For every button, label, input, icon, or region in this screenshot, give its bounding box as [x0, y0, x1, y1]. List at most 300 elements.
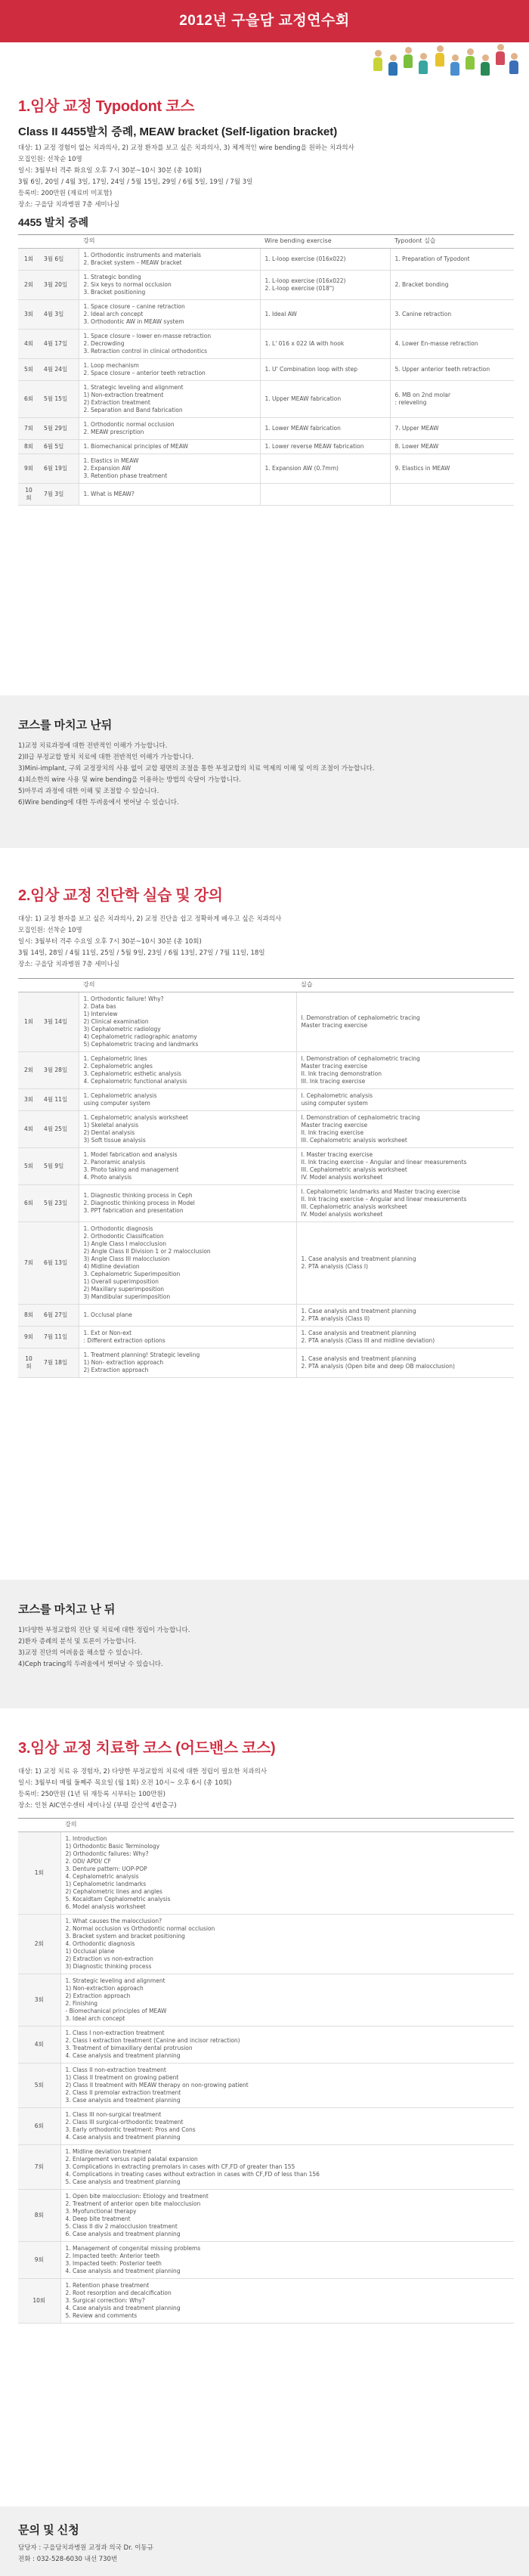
cell-line: 1) Interview — [83, 1010, 118, 1017]
cell-line: 4. Cephalometric functional analysis — [83, 1077, 187, 1085]
table-cell — [296, 1326, 514, 1348]
cell-line: 3. Bracket positioning — [83, 288, 146, 296]
table-row — [18, 992, 514, 1051]
course1-subtitle: Class II 4455발치 증례, MEAW bracket (Self-ligation bracket) — [18, 125, 338, 138]
cell-line: 3. Cephalometric Superimposition — [83, 1270, 181, 1277]
course1-outcomes-title: 코스를 마치고 난뒤 — [18, 719, 113, 732]
cell-line: 2) Extraction treatment — [83, 398, 150, 406]
table-row — [18, 2241, 514, 2278]
table-cell — [390, 329, 514, 358]
cell-line: 3. Surgical correction: Why? — [65, 2296, 145, 2304]
table-row — [18, 1974, 514, 2026]
table-cell: 8회 — [18, 2189, 60, 2241]
table-cell: 5월 9일 — [39, 1147, 79, 1184]
cell-line: 2. Orthodontic Classification — [83, 1232, 164, 1240]
cell-line: 3. Treatment of bimaxillary dental protrusion — [65, 2044, 193, 2051]
cell-line: 1. U' Combination loop with step — [264, 365, 357, 373]
info-line: 장소: 구을담 치과병원 7층 세미나실 — [18, 961, 120, 968]
table-row — [18, 1147, 514, 1184]
table-header: 강의 — [60, 1819, 514, 1832]
table-cell: 1회 — [18, 248, 39, 270]
table-cell: 3회 — [18, 1088, 39, 1110]
table-row — [18, 417, 514, 439]
cell-line: I. Cephalometric landmarks and Master tracing exercise — [301, 1187, 460, 1195]
table-row — [18, 1304, 514, 1326]
cell-line: 1. Model fabrication and analysis — [83, 1150, 178, 1158]
table-cell: 3월 14일 — [39, 992, 79, 1051]
cell-line: 2) Clinical examination — [83, 1017, 149, 1025]
table-row — [18, 439, 514, 454]
table-cell — [60, 2278, 514, 2323]
table-cell: 10회 — [18, 1348, 39, 1377]
cell-line: Master tracing exercise — [301, 1121, 368, 1129]
cell-line: 1. Loop mechanism — [83, 361, 139, 369]
info-line: 모집인원: 선착순 10명 — [18, 927, 82, 934]
cell-line: 2. Finishing — [65, 1999, 97, 2007]
cell-line: 3) Angle Class III malocclusion — [83, 1255, 170, 1262]
cell-line: - Biomechanical principles of MEAW — [65, 2007, 167, 2014]
cell-line: 2. MEAW prescription — [83, 428, 144, 435]
cell-line: 1. Space closure – lower en-masse retraction — [83, 332, 212, 339]
cell-line: 1) Non-extraction treatment — [83, 391, 164, 398]
table-cell — [296, 1147, 514, 1184]
course1-section — [0, 97, 529, 506]
cell-line: 2. Root resorption and decalcification — [65, 2289, 172, 2296]
cell-line: 2. L-loop exercise (018") — [264, 284, 335, 292]
table-cell — [60, 2241, 514, 2278]
cell-line: : releveling — [394, 398, 427, 406]
table-cell: 7월 3일 — [39, 483, 79, 505]
table-cell — [79, 439, 260, 454]
cell-line: 2) Maxillary superimposition — [83, 1285, 165, 1293]
cell-line: 3. Bracket system and bracket positioning — [65, 1932, 185, 1940]
table-cell: 9회 — [18, 2241, 60, 2278]
cell-line: 5. Class II div 2 malocclusion treatment — [65, 2222, 178, 2230]
table-row — [18, 329, 514, 358]
table-cell — [390, 270, 514, 299]
table-row — [18, 380, 514, 417]
cell-line: 1. Treatment planning! Strategic leveling — [83, 1351, 200, 1358]
table-cell: 6월 19일 — [39, 454, 79, 483]
cell-line: 4. Complications in treating cases without extraction in cases with CF,FD of less than 156 — [65, 2170, 320, 2178]
cell-line: 6. Case analysis and treatment planning — [65, 2230, 181, 2237]
table-cell: 4월 25일 — [39, 1110, 79, 1147]
cell-line: 2. Class I extraction treatment (Canine and incisor retraction) — [65, 2036, 240, 2044]
table-cell — [260, 439, 390, 454]
cell-line: 5. Case analysis and treatment planning — [65, 2178, 181, 2185]
table-cell — [79, 417, 260, 439]
cell-line: 3. Case analysis and treatment planning — [65, 2096, 181, 2104]
cell-line: 1. Biomechanical principles of MEAW — [83, 442, 188, 450]
cell-line: 1. Orthodontic failure! Why? — [83, 995, 164, 1002]
cell-line: 2) Cephalometric lines and angles — [65, 1887, 162, 1895]
table-row — [18, 1221, 514, 1304]
cell-line: 3) Soft tissue analysis — [83, 1136, 146, 1144]
cell-line: 1. Upper MEAW fabrication — [264, 395, 342, 402]
table-cell: 1회 — [18, 1831, 60, 1914]
cell-line: 2) Class II treatment with MEAW therapy on non-growing patient — [65, 2081, 249, 2088]
cell-line: 1) Non-extraction approach — [65, 1984, 144, 1992]
table-cell: 2회 — [18, 1051, 39, 1088]
cell-line: 4. Lower En-masse retraction — [394, 339, 478, 347]
cell-line: 1. Class I non-extraction treatment — [65, 2029, 165, 2036]
outcome-item: 1)다양한 부정교합의 진단 및 치료에 대한 정립이 가능합니다. — [18, 1627, 190, 1635]
table-cell — [60, 2107, 514, 2144]
course1-outcomes-panel — [0, 695, 529, 848]
table-cell — [260, 380, 390, 417]
cell-line: I. Demonstration of cephalometric tracing — [301, 1113, 420, 1121]
outcome-item: 5)마무리 과정에 대한 이해 및 조절할 수 있습니다. — [18, 788, 159, 796]
cell-line: 2. Enlargement versus rapid palatal expansion — [65, 2155, 198, 2163]
info-line: 대상: 1) 교정 경험이 없는 치과의사, 2) 교정 환자를 보고 싶은 치과의사, 3) 체계적인 wire bending을 원하는 치과의사 — [18, 144, 354, 153]
table-cell: 10회 — [18, 483, 39, 505]
info-line: 3월 14일, 28일 / 4월 11일, 25일 / 5월 9일, 23일 / 6월 13일, 27일 / 7월 11일, 18일 — [18, 949, 265, 957]
cell-line: 2. Impacted teeth: Anterior teeth — [65, 2252, 160, 2259]
table-cell: 9회 — [18, 454, 39, 483]
info-line: 모집인원: 선착순 10명 — [18, 156, 82, 164]
cell-line: 1. Strategic leveling and alignment — [83, 383, 184, 391]
table-cell: 4회 — [18, 1110, 39, 1147]
table-cell — [296, 1110, 514, 1147]
table-cell: 4월 17일 — [39, 329, 79, 358]
table-row — [18, 1914, 514, 1974]
table-cell — [296, 1184, 514, 1221]
cell-line: 1) Class II treatment on growing patient — [65, 2073, 179, 2081]
cell-line: 6. Model analysis worksheet — [65, 1903, 146, 1910]
cell-line: 2) Angle Class II Division 1 or 2 malocclusion — [83, 1247, 211, 1255]
table-cell: 4회 — [18, 329, 39, 358]
table-cell — [79, 299, 260, 329]
cell-line: 2) Extraction approach — [83, 1366, 149, 1373]
course3-schedule-table — [18, 1818, 514, 2324]
cell-line: 3. Early orthodontic treatment: Pros and Cons — [65, 2126, 196, 2133]
cell-line: 1. Midline deviation treatment — [65, 2147, 152, 2155]
cell-line: 2. PTA analysis (Class III and midline deviation) — [301, 1336, 435, 1344]
table-cell — [260, 417, 390, 439]
table-cell: 5월 15일 — [39, 380, 79, 417]
cell-line: 7. Upper MEAW — [394, 424, 439, 432]
cell-line: 2. Ideal arch concept — [83, 310, 144, 317]
table-cell — [390, 454, 514, 483]
cell-line: III. Cephalometric analysis worksheet — [301, 1136, 407, 1144]
table-cell — [390, 299, 514, 329]
cell-line: using computer system — [301, 1099, 368, 1107]
table-cell — [79, 380, 260, 417]
cell-line: 1) Skeletal analysis — [83, 1121, 139, 1129]
course2-schedule-table — [18, 978, 514, 1378]
cell-line: IV. Model analysis worksheet — [301, 1210, 383, 1218]
table-header: 강의 — [79, 235, 260, 249]
cell-line: III. Cephalometric analysis worksheet — [301, 1203, 407, 1210]
table-row — [18, 483, 514, 505]
contact-line: 전화 : 032-528-6030 내선 730번 — [18, 2556, 118, 2564]
outcome-item: 4)최소한의 wire 사용 및 wire bending을 이용하는 방법의 숙달이 가능합니다. — [18, 776, 241, 785]
cell-line: 9. Elastics in MEAW — [394, 464, 450, 472]
cell-line: 5. Kocaldtam Cephalometric analysis — [65, 1895, 171, 1903]
table-cell — [390, 483, 514, 505]
cell-line: 4. Case analysis and treatment planning — [65, 2304, 181, 2311]
table-cell — [296, 1051, 514, 1088]
table-cell — [296, 1348, 514, 1377]
cell-line: 1) Overall superimposition — [83, 1277, 159, 1285]
table-cell: 6월 5일 — [39, 439, 79, 454]
table-row — [18, 1348, 514, 1377]
table-cell — [60, 1974, 514, 2026]
table-cell — [79, 358, 260, 380]
cell-line: 5. Upper anterior teeth retraction — [394, 365, 490, 373]
cell-line: 4. Deep bite treatment — [65, 2215, 131, 2222]
table-row — [18, 2107, 514, 2144]
course3-info — [18, 1766, 514, 1812]
table-cell — [79, 248, 260, 270]
cell-line: 2. PTA analysis (Class I) — [301, 1262, 369, 1270]
table-cell: 2회 — [18, 270, 39, 299]
cell-line: II. Ink tracing exercise — [301, 1129, 364, 1136]
table-cell: 3월 6일 — [39, 248, 79, 270]
cell-line: 1. L-loop exercise (016x022) — [264, 277, 346, 284]
table-cell — [60, 1914, 514, 1974]
table-row — [18, 1110, 514, 1147]
table-cell: 3회 — [18, 1974, 60, 2026]
cell-line: 1. Open bite malocclusion: Etiology and treatment — [65, 2192, 209, 2200]
table-cell: 10회 — [18, 2278, 60, 2323]
cell-line: 6. MB on 2nd molar — [394, 391, 451, 398]
table-cell: 3월 28일 — [39, 1051, 79, 1088]
table-cell — [79, 483, 260, 505]
cell-line: 1) Orthodontic Basic Terminology — [65, 1842, 160, 1850]
cell-line: 4. Cephalometric analysis — [65, 1872, 139, 1880]
cell-line: 4) Cephalometric radiographic anatomy — [83, 1033, 197, 1040]
cell-line: 2. Cephalometric angles — [83, 1062, 153, 1070]
table-row — [18, 1051, 514, 1088]
cell-line: 2) Extraction vs non-extraction — [65, 1955, 153, 1962]
table-row — [18, 1831, 514, 1914]
table-cell — [79, 1051, 296, 1088]
info-line: 일시: 3월부터 격주 수요일 오후 7시 30분~10시 30분 (총 10회) — [18, 938, 202, 946]
cell-line: 3. Myofunctional therapy — [65, 2207, 137, 2215]
table-cell: 4월 3일 — [39, 299, 79, 329]
cell-line: 1) Occlusal plane — [65, 1947, 115, 1955]
cell-line: 3. Impacted teeth: Posterior teeth — [65, 2259, 162, 2267]
table-cell: 7회 — [18, 2144, 60, 2189]
table-cell: 3월 20일 — [39, 270, 79, 299]
table-row — [18, 1184, 514, 1221]
cell-line: 3. Cephalometric esthetic analysis — [83, 1070, 181, 1077]
table-row — [18, 2063, 514, 2107]
cell-line: 2. Decrowding — [83, 339, 125, 347]
cell-line: 1. Lower reverse MEAW fabrication — [264, 442, 364, 450]
table-cell — [390, 439, 514, 454]
cell-line: 2) Dental analysis — [83, 1129, 135, 1136]
table-row — [18, 1088, 514, 1110]
table-cell — [260, 329, 390, 358]
contact-panel — [0, 2506, 529, 2576]
table-cell — [79, 1304, 296, 1326]
table-cell — [296, 1088, 514, 1110]
cell-line: 1. Orthodontic instruments and materials — [83, 251, 202, 259]
cell-line: 3. Retraction control in clinical orthodontics — [83, 347, 208, 355]
table-header — [18, 235, 39, 249]
table-cell — [296, 1221, 514, 1304]
info-line: 대상: 1) 교정 환자를 보고 싶은 치과의사, 2) 교정 진단을 쉽고 정확하게 배우고 싶은 치과의사 — [18, 915, 282, 923]
table-header — [18, 979, 39, 992]
course1-table-title: 4455 발치 증례 — [18, 216, 89, 229]
cell-line: 2. Separation and Band fabrication — [83, 406, 183, 413]
course2-outcomes-title: 코스를 마치고 난 뒤 — [18, 1603, 116, 1616]
cell-line: 3) Cephalometric radiology — [83, 1025, 161, 1033]
table-cell — [60, 1831, 514, 1914]
cell-line: II. Ink tracing exercise – Angular and linear measurements — [301, 1195, 467, 1203]
cell-line: using computer system — [83, 1099, 150, 1107]
cell-line: 2. Normal occlusion vs Orthodontic normal occlusion — [65, 1924, 215, 1932]
table-cell: 5회 — [18, 358, 39, 380]
table-cell: 6회 — [18, 380, 39, 417]
cell-line: 2. Data bas — [83, 1002, 116, 1010]
table-cell — [79, 1110, 296, 1147]
table-cell: 5월 29일 — [39, 417, 79, 439]
cell-line: 1. Lower MEAW fabrication — [264, 424, 341, 432]
table-cell: 8회 — [18, 1304, 39, 1326]
table-cell: 4월 11일 — [39, 1088, 79, 1110]
cell-line: III. Ink tracing exercise — [301, 1077, 366, 1085]
table-cell: 5회 — [18, 1147, 39, 1184]
cell-line: 2. Diagnostic thinking process in Model — [83, 1199, 195, 1206]
table-cell — [79, 329, 260, 358]
cell-line: 1. Elastics in MEAW — [83, 457, 139, 464]
table-cell — [60, 2063, 514, 2107]
page-title: 2012년 구을담 교정연수회 — [179, 13, 350, 29]
cell-line: 1. Expansion AW (0.7mm) — [264, 464, 339, 472]
info-line: 3월 6일, 20일 / 4월 3일, 17일, 24일 / 5월 15일, 29일 / 6월 5일, 19일 / 7월 3일 — [18, 178, 253, 187]
course3-title: 3.임상 교정 치료학 코스 (어드밴스 코스) — [18, 1740, 276, 1757]
cell-line: 4) Midline deviation — [83, 1262, 140, 1270]
cell-line: 3. Orthodontic AW in MEAW system — [83, 317, 184, 325]
table-cell: 6회 — [18, 2107, 60, 2144]
table-header: 실습 — [296, 979, 514, 992]
course1-title: 1.임상 교정 Typodont 코스 — [18, 98, 195, 115]
cell-line: Master tracing exercise — [301, 1021, 368, 1029]
cell-line: I. Demonstration of cephalometric tracing — [301, 1014, 420, 1021]
cell-line: I. Master tracing exercise — [301, 1150, 373, 1158]
cell-line: 2. ODI/ APDI/ CF — [65, 1857, 111, 1865]
table-cell — [79, 270, 260, 299]
table-cell — [79, 454, 260, 483]
cell-line: 3) Diagnostic thinking process — [65, 1962, 152, 1970]
cell-line: 1. Cephalometric analysis worksheet — [83, 1113, 188, 1121]
table-row — [18, 2189, 514, 2241]
cell-line: 2. PTA analysis (Open bite and deep OB malocclusion) — [301, 1362, 455, 1370]
cell-line: 1. Diagnostic thinking process in Ceph — [83, 1191, 193, 1199]
table-cell — [390, 380, 514, 417]
table-header: Typodont 실습 — [390, 235, 514, 249]
header-banner — [0, 0, 529, 85]
table-cell: 6월 27일 — [39, 1304, 79, 1326]
cell-line: 2. Panoramic analysis — [83, 1158, 146, 1166]
info-line: 장소: 인천 AIC연수센터 세미나실 (부평 갈산역 4번출구) — [18, 1802, 177, 1810]
info-line: 일시: 3월부터 매월 둘째주 목요일 (월 1회) 오전 10시~ 오후 6시 (총 10회) — [18, 1779, 232, 1787]
cell-line: 3. Canine retraction — [394, 310, 452, 317]
table-cell — [296, 1304, 514, 1326]
outcome-item: 4)Ceph tracing의 두려움에서 벗어날 수 있습니다. — [18, 1661, 163, 1669]
cell-line: I. Demonstration of cephalometric tracing — [301, 1054, 420, 1062]
table-row — [18, 299, 514, 329]
table-cell — [79, 992, 296, 1051]
course2-info — [18, 914, 514, 971]
cell-line: 1. Cephalometric analysis — [83, 1091, 157, 1099]
cell-line: 1. Case analysis and treatment planning — [301, 1329, 416, 1336]
table-cell — [260, 358, 390, 380]
table-cell: 7월 18일 — [39, 1348, 79, 1377]
cell-line: 1. Cephalometric lines — [83, 1054, 147, 1062]
table-cell — [296, 992, 514, 1051]
cell-line: 4. Case analysis and treatment planning — [65, 2051, 181, 2059]
outcome-item: 2)환자 증례의 분석 및 토론이 가능합니다. — [18, 1638, 137, 1646]
cell-line: 1. Class II non-extraction treatment — [65, 2066, 166, 2073]
table-header: Wire bending exercise — [260, 235, 390, 249]
course1-info — [18, 143, 514, 211]
table-cell: 6회 — [18, 1184, 39, 1221]
table-cell: 2회 — [18, 1914, 60, 1974]
cell-line: 5) Cephalometric tracing and landmarks — [83, 1040, 199, 1048]
cell-line: 1. Retention phase treatment — [65, 2281, 150, 2289]
cell-line: 3. Ideal arch concept — [65, 2014, 125, 2022]
table-cell: 3회 — [18, 299, 39, 329]
table-header — [39, 235, 79, 249]
info-line: 등록비: 200만원 (재료비 미포함) — [18, 190, 113, 198]
cell-line: 1. Case analysis and treatment planning — [301, 1307, 416, 1314]
table-row — [18, 454, 514, 483]
table-cell — [79, 1221, 296, 1304]
table-cell: 4월 24일 — [39, 358, 79, 380]
course2-outcomes-panel — [0, 1580, 529, 1708]
cell-line: 1. Ext or Non-ext — [83, 1329, 132, 1336]
table-cell — [390, 358, 514, 380]
table-cell — [260, 454, 390, 483]
table-row — [18, 358, 514, 380]
table-cell: 9회 — [18, 1326, 39, 1348]
table-cell — [60, 2144, 514, 2189]
course1-schedule-table — [18, 234, 514, 506]
table-cell: 8회 — [18, 439, 39, 454]
outcome-item: 3)Mini-implant, 구외 교정장치의 사용 없이 교합 평면의 조절을 통한 부정교합의 치료 역제의 이해 및 이의 조절이 가능합니다. — [18, 765, 375, 773]
cell-line: 1. Occlusal plane — [83, 1311, 132, 1318]
cell-line: I. Cephalometric analysis — [301, 1091, 373, 1099]
cell-line: III. Cephalometric analysis worksheet — [301, 1166, 407, 1173]
table-cell — [260, 248, 390, 270]
cell-line: 1. Case analysis and treatment planning — [301, 1255, 416, 1262]
table-cell — [79, 1348, 296, 1377]
contact-line: 담당자 : 구을담치과병원 교정과 의국 Dr. 이동규 — [18, 2544, 153, 2553]
cell-line: 3. Photo taking and management — [83, 1166, 179, 1173]
table-cell — [79, 1184, 296, 1221]
table-cell: 5회 — [18, 2063, 60, 2107]
info-line: 등록비: 250만원 (1년 뒤 재등록 시부터는 100만원) — [18, 1791, 166, 1798]
info-line: 장소: 구을담 치과병원 7층 세미나실 — [18, 201, 120, 209]
cell-line: 2. Bracket bonding — [394, 280, 449, 288]
cell-line: 2. Expansion AW — [83, 464, 131, 472]
cell-line: 2) Orthodontic failures: Why? — [65, 1850, 149, 1857]
cell-line: 1. Strategic bonding — [83, 273, 141, 280]
outcome-item: 6)Wire bending에 대한 두려움에서 벗어날 수 있습니다. — [18, 799, 179, 807]
cell-line: 1) Cephalometric landmarks — [65, 1880, 147, 1887]
cell-line: 2. Class III surgical-orthodontic treatment — [65, 2118, 184, 2126]
table-row — [18, 2144, 514, 2189]
table-cell — [60, 2026, 514, 2063]
cell-line: 1. Ideal AW — [264, 310, 297, 317]
cell-line: 1) Non- extraction approach — [83, 1358, 164, 1366]
cell-line: 1. Orthodontic normal occlusion — [83, 420, 175, 428]
table-cell — [390, 417, 514, 439]
